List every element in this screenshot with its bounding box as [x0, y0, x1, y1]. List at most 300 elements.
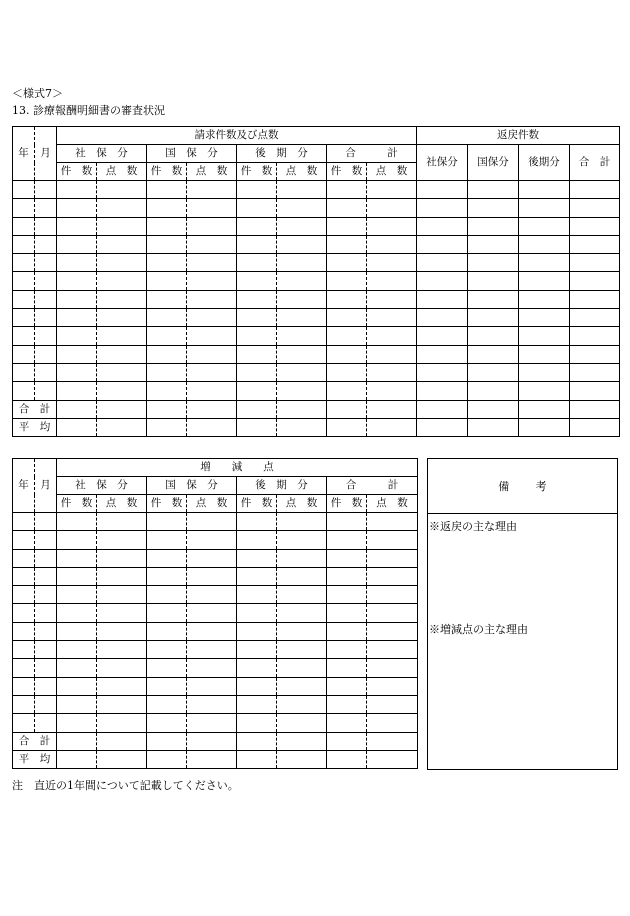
count-cell[interactable]	[327, 235, 367, 253]
month-cell[interactable]	[35, 567, 57, 585]
year-cell[interactable]	[13, 695, 35, 713]
points-cell[interactable]	[277, 732, 327, 750]
count-cell[interactable]	[57, 677, 97, 695]
count-cell[interactable]	[147, 567, 187, 585]
points-cell[interactable]	[187, 309, 237, 327]
return-count-cell[interactable]	[519, 235, 570, 253]
points-cell[interactable]	[97, 418, 147, 436]
year-cell[interactable]	[13, 272, 35, 290]
count-cell[interactable]	[57, 400, 97, 418]
points-cell[interactable]	[277, 641, 327, 659]
count-cell[interactable]	[237, 382, 277, 400]
count-cell[interactable]	[57, 345, 97, 363]
points-cell[interactable]	[97, 677, 147, 695]
return-count-cell[interactable]	[519, 290, 570, 308]
points-cell[interactable]	[187, 513, 237, 531]
points-cell[interactable]	[97, 345, 147, 363]
count-cell[interactable]	[57, 714, 97, 732]
points-cell[interactable]	[367, 714, 418, 732]
count-cell[interactable]	[237, 217, 277, 235]
points-cell[interactable]	[277, 513, 327, 531]
return-count-cell[interactable]	[519, 199, 570, 217]
return-count-cell[interactable]	[417, 309, 468, 327]
points-cell[interactable]	[97, 531, 147, 549]
points-cell[interactable]	[97, 567, 147, 585]
points-cell[interactable]	[97, 604, 147, 622]
count-cell[interactable]	[327, 695, 367, 713]
count-cell[interactable]	[237, 345, 277, 363]
points-cell[interactable]	[277, 345, 327, 363]
return-count-cell[interactable]	[417, 327, 468, 345]
count-cell[interactable]	[327, 217, 367, 235]
month-cell[interactable]	[35, 641, 57, 659]
points-cell[interactable]	[277, 677, 327, 695]
return-count-cell[interactable]	[468, 290, 519, 308]
year-cell[interactable]	[13, 217, 35, 235]
points-cell[interactable]	[187, 199, 237, 217]
return-count-cell[interactable]	[468, 382, 519, 400]
return-count-cell[interactable]	[519, 217, 570, 235]
return-count-cell[interactable]	[468, 345, 519, 363]
return-count-cell[interactable]	[519, 418, 570, 436]
count-cell[interactable]	[327, 418, 367, 436]
count-cell[interactable]	[57, 750, 97, 768]
points-cell[interactable]	[367, 531, 418, 549]
count-cell[interactable]	[147, 290, 187, 308]
count-cell[interactable]	[237, 531, 277, 549]
year-cell[interactable]	[13, 604, 35, 622]
count-cell[interactable]	[237, 659, 277, 677]
points-cell[interactable]	[187, 659, 237, 677]
points-cell[interactable]	[187, 549, 237, 567]
points-cell[interactable]	[367, 513, 418, 531]
points-cell[interactable]	[97, 714, 147, 732]
return-count-cell[interactable]	[570, 217, 620, 235]
count-cell[interactable]	[237, 604, 277, 622]
points-cell[interactable]	[367, 732, 418, 750]
return-count-cell[interactable]	[519, 272, 570, 290]
count-cell[interactable]	[327, 567, 367, 585]
count-cell[interactable]	[327, 677, 367, 695]
points-cell[interactable]	[367, 199, 417, 217]
points-cell[interactable]	[97, 363, 147, 381]
points-cell[interactable]	[367, 290, 417, 308]
return-count-cell[interactable]	[468, 235, 519, 253]
points-cell[interactable]	[187, 695, 237, 713]
points-cell[interactable]	[367, 750, 418, 768]
return-count-cell[interactable]	[570, 290, 620, 308]
return-count-cell[interactable]	[468, 400, 519, 418]
points-cell[interactable]	[97, 181, 147, 199]
points-cell[interactable]	[187, 622, 237, 640]
month-cell[interactable]	[35, 199, 57, 217]
count-cell[interactable]	[327, 714, 367, 732]
points-cell[interactable]	[187, 363, 237, 381]
points-cell[interactable]	[277, 549, 327, 567]
count-cell[interactable]	[327, 659, 367, 677]
count-cell[interactable]	[147, 309, 187, 327]
count-cell[interactable]	[147, 327, 187, 345]
return-count-cell[interactable]	[570, 400, 620, 418]
count-cell[interactable]	[147, 677, 187, 695]
count-cell[interactable]	[237, 418, 277, 436]
year-cell[interactable]	[13, 235, 35, 253]
return-count-cell[interactable]	[468, 418, 519, 436]
count-cell[interactable]	[237, 750, 277, 768]
count-cell[interactable]	[237, 235, 277, 253]
count-cell[interactable]	[147, 418, 187, 436]
points-cell[interactable]	[277, 363, 327, 381]
points-cell[interactable]	[277, 382, 327, 400]
month-cell[interactable]	[35, 345, 57, 363]
count-cell[interactable]	[237, 695, 277, 713]
points-cell[interactable]	[367, 659, 418, 677]
return-count-cell[interactable]	[417, 181, 468, 199]
count-cell[interactable]	[327, 290, 367, 308]
points-cell[interactable]	[97, 513, 147, 531]
year-cell[interactable]	[13, 531, 35, 549]
return-count-cell[interactable]	[570, 254, 620, 272]
count-cell[interactable]	[327, 272, 367, 290]
count-cell[interactable]	[57, 695, 97, 713]
return-count-cell[interactable]	[417, 199, 468, 217]
points-cell[interactable]	[277, 586, 327, 604]
month-cell[interactable]	[35, 272, 57, 290]
points-cell[interactable]	[187, 327, 237, 345]
count-cell[interactable]	[57, 531, 97, 549]
count-cell[interactable]	[147, 217, 187, 235]
points-cell[interactable]	[367, 677, 418, 695]
count-cell[interactable]	[57, 604, 97, 622]
count-cell[interactable]	[327, 327, 367, 345]
count-cell[interactable]	[147, 400, 187, 418]
points-cell[interactable]	[97, 382, 147, 400]
month-cell[interactable]	[35, 309, 57, 327]
return-count-cell[interactable]	[468, 254, 519, 272]
points-cell[interactable]	[97, 695, 147, 713]
count-cell[interactable]	[237, 363, 277, 381]
count-cell[interactable]	[147, 732, 187, 750]
points-cell[interactable]	[187, 531, 237, 549]
count-cell[interactable]	[57, 622, 97, 640]
year-cell[interactable]	[13, 714, 35, 732]
count-cell[interactable]	[237, 714, 277, 732]
count-cell[interactable]	[147, 641, 187, 659]
year-cell[interactable]	[13, 659, 35, 677]
points-cell[interactable]	[97, 750, 147, 768]
points-cell[interactable]	[277, 400, 327, 418]
points-cell[interactable]	[97, 217, 147, 235]
count-cell[interactable]	[327, 750, 367, 768]
count-cell[interactable]	[237, 309, 277, 327]
count-cell[interactable]	[237, 400, 277, 418]
count-cell[interactable]	[237, 181, 277, 199]
points-cell[interactable]	[277, 750, 327, 768]
count-cell[interactable]	[237, 641, 277, 659]
count-cell[interactable]	[57, 309, 97, 327]
return-count-cell[interactable]	[519, 181, 570, 199]
count-cell[interactable]	[147, 622, 187, 640]
month-cell[interactable]	[35, 254, 57, 272]
return-count-cell[interactable]	[417, 400, 468, 418]
return-count-cell[interactable]	[417, 345, 468, 363]
points-cell[interactable]	[187, 272, 237, 290]
points-cell[interactable]	[187, 254, 237, 272]
count-cell[interactable]	[57, 327, 97, 345]
count-cell[interactable]	[237, 622, 277, 640]
count-cell[interactable]	[147, 695, 187, 713]
count-cell[interactable]	[327, 309, 367, 327]
points-cell[interactable]	[277, 604, 327, 622]
count-cell[interactable]	[57, 586, 97, 604]
month-cell[interactable]	[35, 235, 57, 253]
points-cell[interactable]	[277, 181, 327, 199]
return-count-cell[interactable]	[417, 418, 468, 436]
year-cell[interactable]	[13, 382, 35, 400]
count-cell[interactable]	[57, 549, 97, 567]
return-count-cell[interactable]	[468, 363, 519, 381]
points-cell[interactable]	[367, 382, 417, 400]
points-cell[interactable]	[367, 695, 418, 713]
count-cell[interactable]	[57, 254, 97, 272]
points-cell[interactable]	[187, 586, 237, 604]
year-cell[interactable]	[13, 309, 35, 327]
count-cell[interactable]	[237, 254, 277, 272]
points-cell[interactable]	[277, 418, 327, 436]
month-cell[interactable]	[35, 677, 57, 695]
points-cell[interactable]	[187, 181, 237, 199]
return-count-cell[interactable]	[417, 217, 468, 235]
count-cell[interactable]	[237, 272, 277, 290]
points-cell[interactable]	[367, 327, 417, 345]
count-cell[interactable]	[57, 363, 97, 381]
points-cell[interactable]	[277, 531, 327, 549]
return-count-cell[interactable]	[417, 272, 468, 290]
points-cell[interactable]	[277, 235, 327, 253]
points-cell[interactable]	[277, 290, 327, 308]
count-cell[interactable]	[237, 199, 277, 217]
return-count-cell[interactable]	[570, 345, 620, 363]
count-cell[interactable]	[147, 272, 187, 290]
points-cell[interactable]	[367, 418, 417, 436]
points-cell[interactable]	[97, 290, 147, 308]
points-cell[interactable]	[277, 254, 327, 272]
year-cell[interactable]	[13, 345, 35, 363]
points-cell[interactable]	[97, 235, 147, 253]
count-cell[interactable]	[237, 677, 277, 695]
count-cell[interactable]	[237, 567, 277, 585]
return-count-cell[interactable]	[570, 235, 620, 253]
count-cell[interactable]	[57, 235, 97, 253]
month-cell[interactable]	[35, 659, 57, 677]
year-cell[interactable]	[13, 641, 35, 659]
count-cell[interactable]	[57, 732, 97, 750]
points-cell[interactable]	[97, 254, 147, 272]
count-cell[interactable]	[147, 531, 187, 549]
points-cell[interactable]	[187, 235, 237, 253]
points-cell[interactable]	[187, 641, 237, 659]
points-cell[interactable]	[277, 327, 327, 345]
count-cell[interactable]	[327, 513, 367, 531]
count-cell[interactable]	[147, 513, 187, 531]
year-cell[interactable]	[13, 199, 35, 217]
points-cell[interactable]	[187, 714, 237, 732]
count-cell[interactable]	[237, 549, 277, 567]
count-cell[interactable]	[147, 604, 187, 622]
count-cell[interactable]	[57, 290, 97, 308]
count-cell[interactable]	[147, 659, 187, 677]
count-cell[interactable]	[327, 531, 367, 549]
count-cell[interactable]	[147, 714, 187, 732]
count-cell[interactable]	[327, 641, 367, 659]
count-cell[interactable]	[57, 382, 97, 400]
points-cell[interactable]	[97, 400, 147, 418]
month-cell[interactable]	[35, 327, 57, 345]
count-cell[interactable]	[237, 586, 277, 604]
count-cell[interactable]	[327, 254, 367, 272]
count-cell[interactable]	[57, 199, 97, 217]
points-cell[interactable]	[187, 732, 237, 750]
year-cell[interactable]	[13, 677, 35, 695]
points-cell[interactable]	[367, 309, 417, 327]
points-cell[interactable]	[187, 345, 237, 363]
count-cell[interactable]	[147, 199, 187, 217]
return-count-cell[interactable]	[570, 199, 620, 217]
month-cell[interactable]	[35, 604, 57, 622]
points-cell[interactable]	[187, 290, 237, 308]
year-cell[interactable]	[13, 567, 35, 585]
points-cell[interactable]	[367, 181, 417, 199]
points-cell[interactable]	[97, 732, 147, 750]
points-cell[interactable]	[187, 567, 237, 585]
return-count-cell[interactable]	[468, 272, 519, 290]
count-cell[interactable]	[327, 732, 367, 750]
year-cell[interactable]	[13, 290, 35, 308]
return-count-cell[interactable]	[417, 235, 468, 253]
month-cell[interactable]	[35, 549, 57, 567]
count-cell[interactable]	[57, 418, 97, 436]
return-count-cell[interactable]	[570, 418, 620, 436]
year-cell[interactable]	[13, 363, 35, 381]
points-cell[interactable]	[187, 677, 237, 695]
month-cell[interactable]	[35, 290, 57, 308]
count-cell[interactable]	[57, 659, 97, 677]
month-cell[interactable]	[35, 363, 57, 381]
points-cell[interactable]	[97, 659, 147, 677]
count-cell[interactable]	[327, 181, 367, 199]
points-cell[interactable]	[277, 659, 327, 677]
points-cell[interactable]	[367, 363, 417, 381]
count-cell[interactable]	[327, 549, 367, 567]
count-cell[interactable]	[147, 254, 187, 272]
points-cell[interactable]	[187, 604, 237, 622]
count-cell[interactable]	[147, 345, 187, 363]
return-count-cell[interactable]	[570, 309, 620, 327]
return-count-cell[interactable]	[468, 181, 519, 199]
year-cell[interactable]	[13, 586, 35, 604]
points-cell[interactable]	[367, 586, 418, 604]
count-cell[interactable]	[327, 400, 367, 418]
points-cell[interactable]	[187, 400, 237, 418]
return-count-cell[interactable]	[417, 254, 468, 272]
points-cell[interactable]	[97, 309, 147, 327]
month-cell[interactable]	[35, 217, 57, 235]
return-count-cell[interactable]	[570, 272, 620, 290]
count-cell[interactable]	[327, 345, 367, 363]
return-count-cell[interactable]	[417, 290, 468, 308]
return-count-cell[interactable]	[570, 363, 620, 381]
count-cell[interactable]	[327, 363, 367, 381]
count-cell[interactable]	[147, 382, 187, 400]
points-cell[interactable]	[277, 309, 327, 327]
return-count-cell[interactable]	[519, 309, 570, 327]
count-cell[interactable]	[147, 586, 187, 604]
count-cell[interactable]	[327, 199, 367, 217]
points-cell[interactable]	[367, 549, 418, 567]
count-cell[interactable]	[147, 750, 187, 768]
year-cell[interactable]	[13, 181, 35, 199]
points-cell[interactable]	[277, 622, 327, 640]
count-cell[interactable]	[147, 549, 187, 567]
year-cell[interactable]	[13, 513, 35, 531]
count-cell[interactable]	[237, 732, 277, 750]
points-cell[interactable]	[97, 327, 147, 345]
points-cell[interactable]	[367, 567, 418, 585]
month-cell[interactable]	[35, 382, 57, 400]
count-cell[interactable]	[57, 272, 97, 290]
points-cell[interactable]	[97, 549, 147, 567]
year-cell[interactable]	[13, 622, 35, 640]
points-cell[interactable]	[187, 418, 237, 436]
month-cell[interactable]	[35, 586, 57, 604]
month-cell[interactable]	[35, 714, 57, 732]
points-cell[interactable]	[367, 345, 417, 363]
month-cell[interactable]	[35, 181, 57, 199]
points-cell[interactable]	[277, 217, 327, 235]
points-cell[interactable]	[187, 217, 237, 235]
count-cell[interactable]	[327, 622, 367, 640]
return-count-cell[interactable]	[468, 309, 519, 327]
points-cell[interactable]	[367, 254, 417, 272]
points-cell[interactable]	[277, 272, 327, 290]
points-cell[interactable]	[97, 641, 147, 659]
month-cell[interactable]	[35, 513, 57, 531]
points-cell[interactable]	[187, 750, 237, 768]
return-count-cell[interactable]	[417, 382, 468, 400]
points-cell[interactable]	[367, 272, 417, 290]
points-cell[interactable]	[367, 622, 418, 640]
return-count-cell[interactable]	[519, 327, 570, 345]
count-cell[interactable]	[147, 181, 187, 199]
return-count-cell[interactable]	[519, 254, 570, 272]
count-cell[interactable]	[57, 181, 97, 199]
return-count-cell[interactable]	[468, 199, 519, 217]
month-cell[interactable]	[35, 622, 57, 640]
count-cell[interactable]	[147, 363, 187, 381]
return-count-cell[interactable]	[519, 400, 570, 418]
count-cell[interactable]	[237, 327, 277, 345]
year-cell[interactable]	[13, 327, 35, 345]
year-cell[interactable]	[13, 549, 35, 567]
points-cell[interactable]	[367, 400, 417, 418]
points-cell[interactable]	[97, 586, 147, 604]
count-cell[interactable]	[57, 567, 97, 585]
count-cell[interactable]	[57, 513, 97, 531]
count-cell[interactable]	[147, 235, 187, 253]
points-cell[interactable]	[277, 695, 327, 713]
return-count-cell[interactable]	[519, 363, 570, 381]
points-cell[interactable]	[367, 235, 417, 253]
